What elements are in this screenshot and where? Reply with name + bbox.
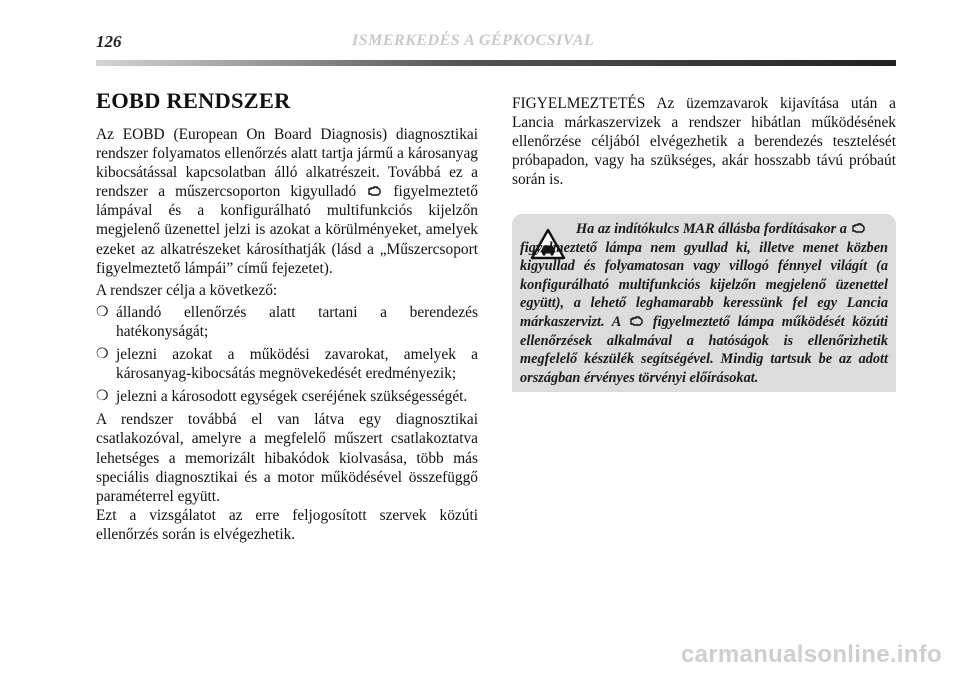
bullet-mark: ❍ [96, 304, 109, 320]
note-paragraph: FIGYELMEZTETÉS Az üzemzavarok kijavítása után a Lancia márkaszervizek a rendszer hibátlan működésének ellenőrzése céljából elvégezhetik a berendezés tesztelését próbapadon, vagy ha szükséges, akár hosszabb távú próbaút során is. [512, 95, 896, 189]
running-title: ISMERKEDÉS A GÉPKOCSIVAL [352, 32, 595, 49]
watermark: carmanualsonline.info [680, 641, 942, 668]
purpose-lead: A rendszer célja a következő: [96, 281, 278, 299]
purpose-list [96, 303, 478, 406]
warning-line-2: figyelmeztető lámpa nem gyullad ki, illetve menet közben kigyullad és folyamatosan vagy villogó fénnyel világít (a konfigurálható multifunkciós kijelzőn megjelenő üzenettel együtt), a lehető leghamarabb keressünk fel egy Lancia márkaszervizt. A [520, 239, 888, 330]
diagnostic-paragraph: A rendszer továbbá el van látva egy diagnosztikai csatlakozóval, amelyre a megfelelő műszert csatlakoztatva lehetséges a memorizált hibakódok kiolvasása, több más speciális diagnosztikai és a motor működésével összefüggő paraméterrel együtt. [96, 411, 478, 505]
bullet-mark: ❍ [96, 347, 109, 363]
header-rule [96, 60, 896, 66]
left-column [96, 88, 478, 544]
inspection-paragraph: Ezt a vizsgálatot az erre feljogosított szervek közúti ellenőrzés során is elvégezhetik. [96, 506, 478, 543]
warning-text [520, 220, 888, 387]
list-item: ❍ állandó ellenőrzés alatt tartani a berendezés hatékonyságát; [96, 303, 478, 340]
engine-check-icon [852, 222, 865, 234]
intro-part-2: figyelmeztető lámpával és a konfigurálható multifunkciós kijelzőn megjelenő üzenettel jelzi is azokat a körülményeket, amelyek ezeket az alkatrészeket károsíthatják (lásd a „Műszercsoport figyelmeztető lámpái” című fejezetet). [96, 183, 478, 277]
engine-check-icon [368, 185, 381, 197]
engine-check-icon [630, 315, 643, 327]
bullet-mark: ❍ [96, 389, 109, 405]
section-title: EOBD RENDSZER [96, 88, 291, 113]
warning-line-1: Ha az indítókulcs MAR állásba fordításakor a [576, 221, 847, 237]
page-number: 126 [96, 32, 122, 51]
warning-line-3: figyelmeztető lámpa működését közúti ellenőrzések alkalmával a hatóságok is ellenőrizhetik megfelelő készülék segítségével. Mindig tartsuk be az adott országban érvényes törvényi előírásokat. [520, 313, 888, 386]
warning-box [512, 214, 896, 392]
list-item: ❍ jelezni azokat a működési zavarokat, amelyek a károsanyag-kibocsátás megnövekedését eredményezik; [96, 346, 478, 383]
list-item: ❍ jelezni a károsodott egységek cseréjének szükségességét. [96, 388, 468, 406]
intro-paragraph [96, 125, 478, 278]
right-column [512, 94, 896, 189]
intro-part-1: Az EOBD (European On Board Diagnosis) diagnosztikai rendszer folyamatos ellenőrzés alatt tartja jármű a károsanyag kibocsátással kapcsolatban álló alkatrészeit. Továbbá ez a rendszer a műszercsoporton kigyulladó [96, 126, 478, 201]
